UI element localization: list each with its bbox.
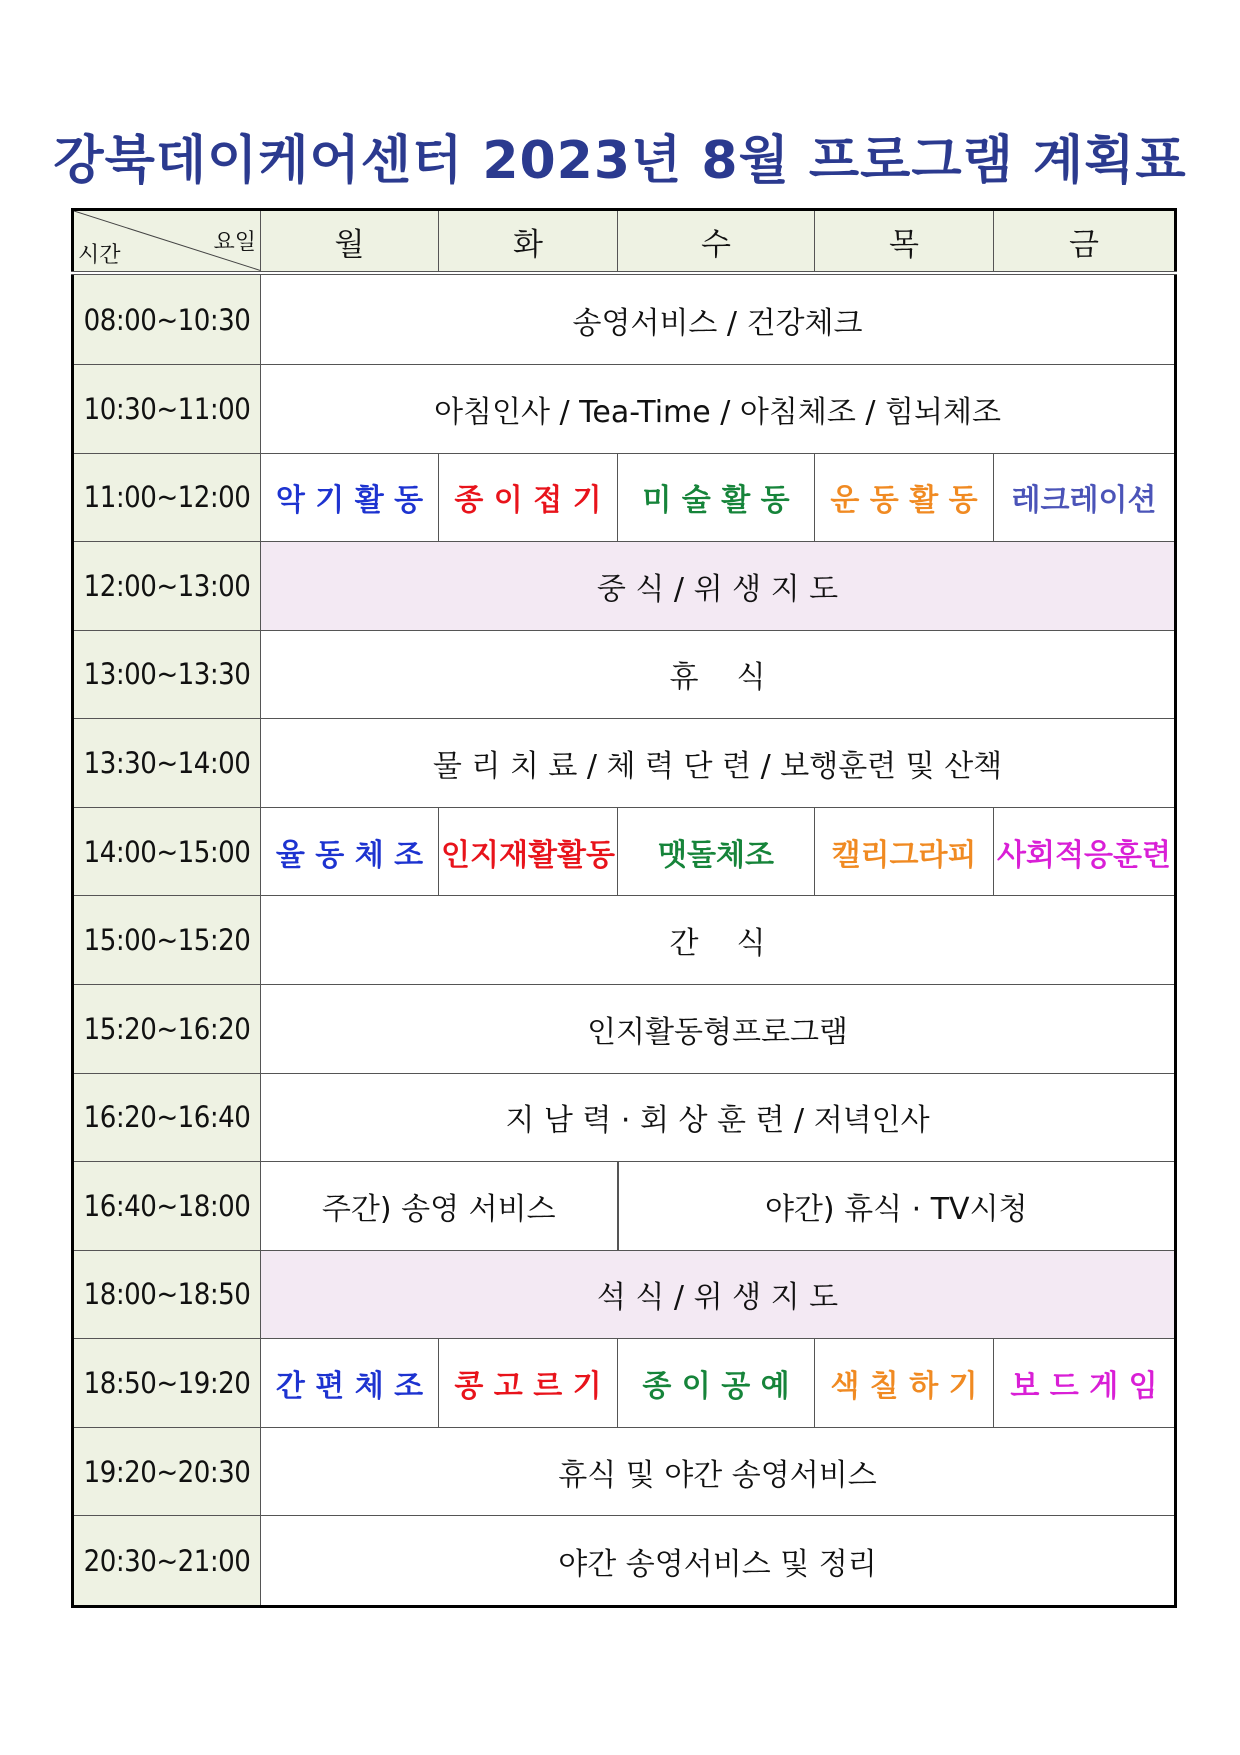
activity-wed: 맷돌체조 — [618, 807, 815, 896]
activity-cell: 휴식 및 야간 송영서비스 — [261, 1427, 1176, 1516]
schedule-row — [73, 1162, 1176, 1251]
schedule-row — [73, 453, 1176, 542]
corner-cell — [73, 210, 261, 274]
day-header-wed: 수 — [618, 210, 815, 274]
program-schedule-table — [71, 208, 1177, 1608]
time-cell: 15:20~16:20 — [73, 984, 261, 1073]
schedule-row — [73, 1250, 1176, 1339]
day-header-mon: 월 — [261, 210, 439, 274]
schedule-row — [73, 1427, 1176, 1516]
meal-cell: 중 식 / 위 생 지 도 — [261, 542, 1176, 631]
page-title: 강북데이케어센터 2023년 8월 프로그램 계획표 — [53, 131, 1187, 191]
night-service-cell: 야간) 휴식 · TV시청 — [618, 1162, 1176, 1251]
activity-wed: 미 술 활 동 — [618, 453, 815, 542]
activity-cell: 송영서비스 / 건강체크 — [261, 273, 1176, 365]
schedule-row — [73, 984, 1176, 1073]
activity-fri: 사회적응훈련 — [994, 807, 1176, 896]
time-cell: 13:00~13:30 — [73, 630, 261, 719]
snack-cell: 간 식 — [261, 896, 1176, 985]
activity-thu: 색 칠 하 기 — [815, 1339, 994, 1428]
time-cell: 15:00~15:20 — [73, 896, 261, 985]
time-cell: 18:00~18:50 — [73, 1250, 261, 1339]
time-cell: 16:20~16:40 — [73, 1073, 261, 1162]
activity-cell: 야간 송영서비스 및 정리 — [261, 1516, 1176, 1607]
corner-time-label: 시간 — [78, 243, 121, 268]
schedule-row — [73, 1073, 1176, 1162]
activity-mon: 악 기 활 동 — [261, 453, 439, 542]
time-cell: 19:20~20:30 — [73, 1427, 261, 1516]
activity-mon: 간 편 체 조 — [261, 1339, 439, 1428]
schedule-row — [73, 807, 1176, 896]
activity-cell: 아침인사 / Tea-Time / 아침체조 / 힘뇌체조 — [261, 365, 1176, 454]
day-header-thu: 목 — [815, 210, 994, 274]
time-cell: 10:30~11:00 — [73, 365, 261, 454]
time-cell: 20:30~21:00 — [73, 1516, 261, 1607]
time-cell: 11:00~12:00 — [73, 453, 261, 542]
activity-mon: 율 동 체 조 — [261, 807, 439, 896]
activity-wed: 종 이 공 예 — [618, 1339, 815, 1428]
schedule-row — [73, 1516, 1176, 1607]
activity-tue: 인지재활활동 — [439, 807, 618, 896]
time-cell: 14:00~15:00 — [73, 807, 261, 896]
schedule-row — [73, 365, 1176, 454]
day-service-cell: 주간) 송영 서비스 — [261, 1162, 618, 1251]
schedule-row — [73, 273, 1176, 365]
activity-fri: 보 드 게 임 — [994, 1339, 1176, 1428]
schedule-row — [73, 542, 1176, 631]
time-cell: 13:30~14:00 — [73, 719, 261, 808]
activity-cell: 인지활동형프로그램 — [261, 984, 1176, 1073]
schedule-row — [73, 896, 1176, 985]
day-header-tue: 화 — [439, 210, 618, 274]
activity-thu: 캘리그라피 — [815, 807, 994, 896]
activity-thu: 운 동 활 동 — [815, 453, 994, 542]
activity-tue: 콩 고 르 기 — [439, 1339, 618, 1428]
meal-cell: 석 식 / 위 생 지 도 — [261, 1250, 1176, 1339]
activity-cell: 물 리 치 료 / 체 력 단 련 / 보행훈련 및 산책 — [261, 719, 1176, 808]
time-cell: 12:00~13:00 — [73, 542, 261, 631]
schedule-row — [73, 719, 1176, 808]
schedule-row — [73, 630, 1176, 719]
activity-fri: 레크레이션 — [994, 453, 1176, 542]
corner-day-label: 요일 — [213, 230, 256, 255]
header-row — [73, 210, 1176, 274]
time-cell: 16:40~18:00 — [73, 1162, 261, 1251]
activity-cell: 지 남 력 · 회 상 훈 련 / 저녁인사 — [261, 1073, 1176, 1162]
day-header-fri: 금 — [994, 210, 1176, 274]
activity-cell: 휴 식 — [261, 630, 1176, 719]
time-cell: 18:50~19:20 — [73, 1339, 261, 1428]
schedule-row — [73, 1339, 1176, 1428]
time-cell: 08:00~10:30 — [73, 273, 261, 365]
activity-tue: 종 이 접 기 — [439, 453, 618, 542]
